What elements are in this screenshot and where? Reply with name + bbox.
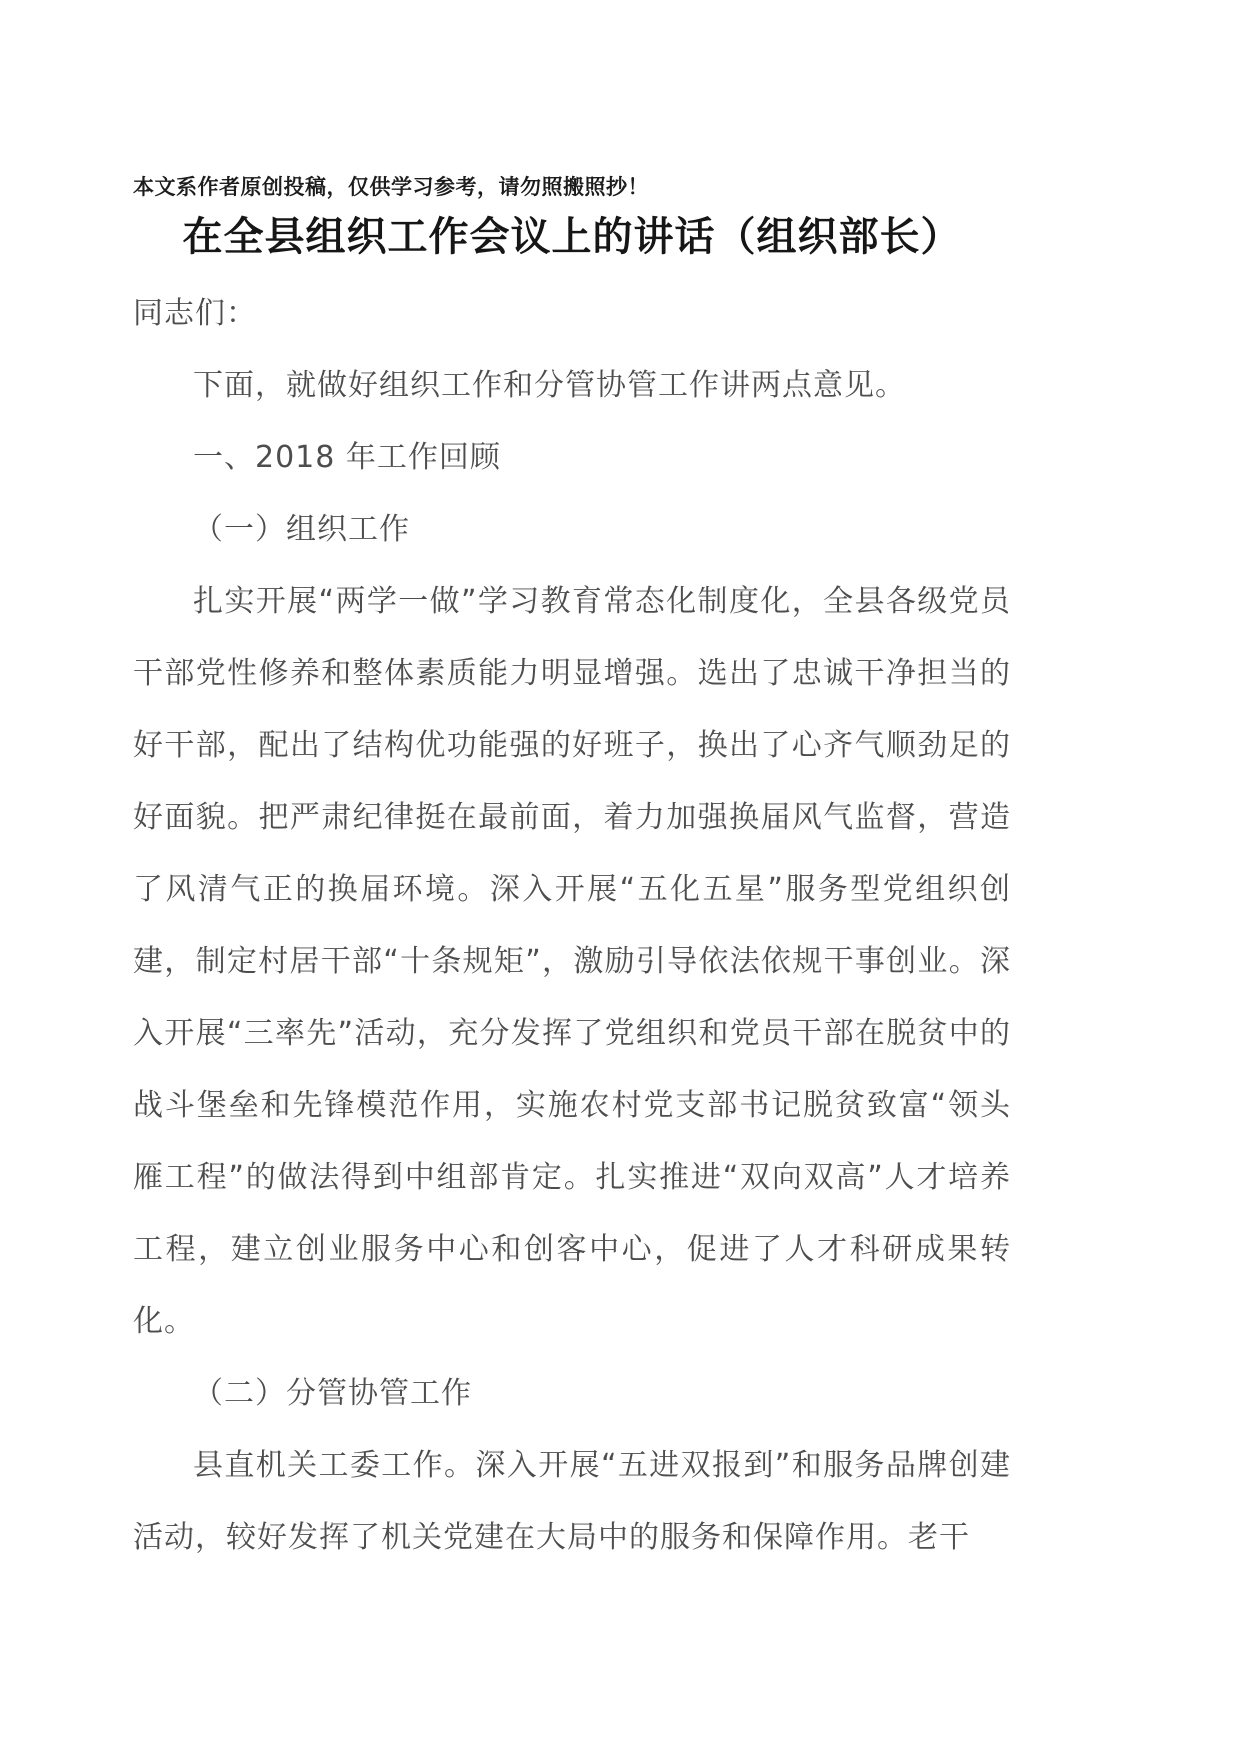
disclaimer-text: 本文系作者原创投稿，仅供学习参考，请勿照搬照抄！: [133, 175, 649, 199]
paragraph-assisted-work-body: 县直机关工委工作。深入开展“五进双报到”和服务品牌创建活动，较好发挥了机关党建在大局中的服务和保障作用。老干: [133, 1448, 1011, 1555]
paragraph-organization-work-body: 扎实开展“两学一做”学习教育常态化制度化，全县各级党员干部党性修养和整体素质能力明显增强。选出了忠诚干净担当的好干部，配出了结构优功能强的好班子，换出了心齐气顺劲足的好面貌。把严肃纪律挺在最前面，着力加强换届风气监督，营造了风清气正的换届环境。深入开展“五化五星”服务型党组织创建，制定村居干部“十条规矩”，激励引导依法依规干事创业。深入开展“三率先”活动，充分发挥了党组织和党员干部在脱贫中的战斗堡垒和先锋模范作用，实施农村党支部书记脱贫致富“领头雁工程”的做法得到中组部肯定。扎实推进“双向双高”人才培养工程，建立创业服务中心和创客中心，促进了人才科研成果转化。: [133, 584, 1011, 1339]
document-content: [133, 172, 1011, 1574]
salutation-text: 同志们：: [133, 296, 257, 331]
subsection-heading-assisted-work: （二）分管协管工作: [193, 1376, 472, 1411]
paragraph-intro: 下面，就做好组织工作和分管协管工作讲两点意见。: [193, 368, 906, 403]
document-title: 在全县组织工作会议上的讲话（组织部长）: [182, 214, 962, 260]
section-heading-2018-review: 一、2018 年工作回顾: [193, 440, 501, 475]
subsection-heading-organization-work: （一）组织工作: [193, 512, 410, 547]
